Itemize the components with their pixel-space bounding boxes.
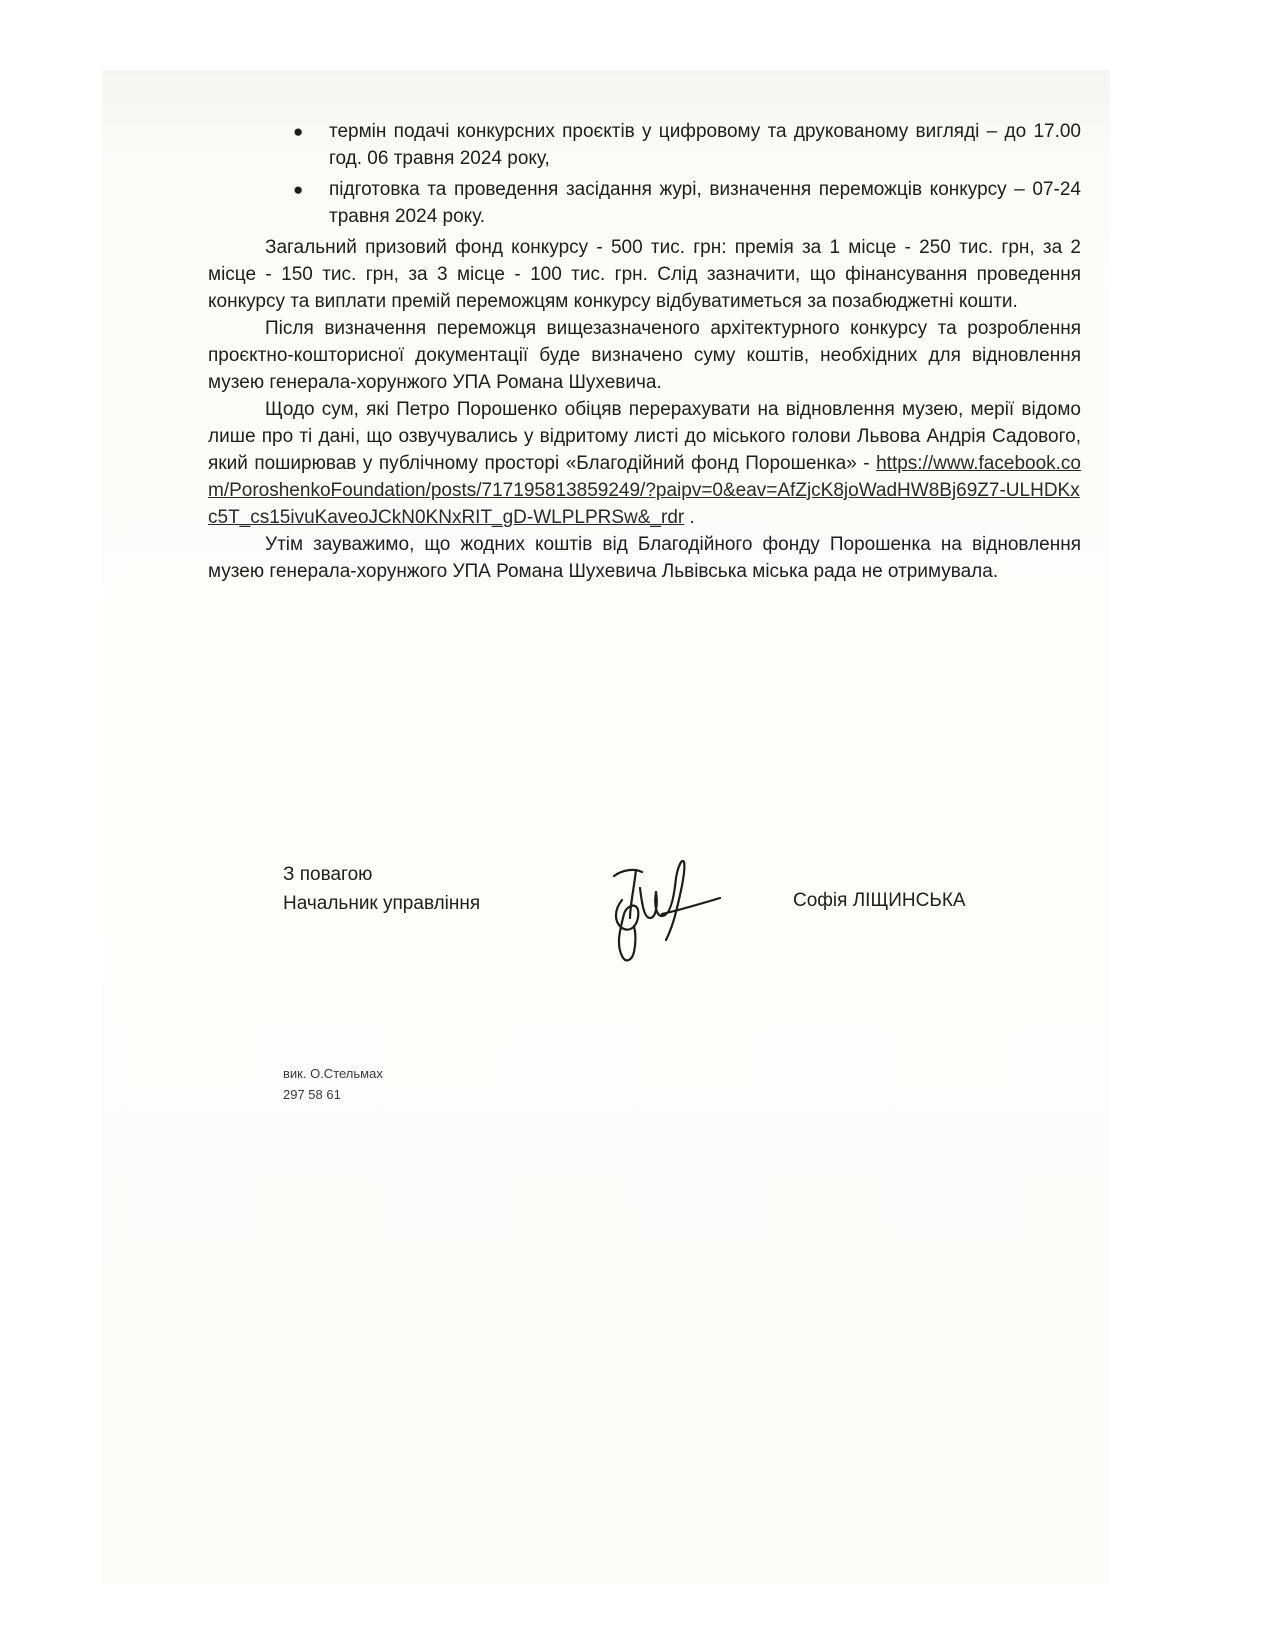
list-item — [200, 176, 1081, 230]
document-body — [208, 118, 1081, 585]
deadline-list — [208, 118, 1081, 230]
prize-fund-paragraph: Загальний призовий фонд конкурсу - 500 тис. грн: премія за 1 місце - 250 тис. грн, за 2 місце - 150 тис. грн, за 3 місце - 100 тис. грн. Слід зазначити, що фінансування проведення конкурсу та виплати премій переможцям конкурсу відбуватиметься за позабюджетні кошти. — [208, 237, 1081, 312]
after-winner-paragraph: Після визначення переможця вищезазначеного архітектурного конкурсу та розроблення проєктно-кошторисної документації буде визначено суму коштів, необхідних для відновлення музею генерала-хорунжого УПА Романа Шухевича. — [208, 318, 1081, 393]
list-item-text: підготовка та проведення засідання журі, визначення переможців конкурсу – 07-24 травня 2024 року. — [329, 179, 1081, 227]
executor-info — [283, 1063, 383, 1105]
handwritten-signature-icon — [600, 848, 730, 978]
sums-paragraph — [208, 396, 1081, 531]
bullet-icon: ● — [293, 180, 304, 199]
bullet-icon: ● — [293, 122, 304, 141]
signer-position: Начальник управління — [283, 893, 481, 914]
sums-text: Щодо сум, які Петро Порошенко обіцяв перерахувати на відновлення музею, мерії відомо лише про ті дані, що озвучувались у відритому листі до міського голови Львова Андрія Садового, який поширював у публічному просторі «Благодійний фонд Порошенка» - — [208, 399, 1081, 474]
list-item-text: термін подачі конкурсних проєктів у цифровому та друкованому вигляді – до 17.00 год. 06 травня 2024 року, — [329, 121, 1081, 169]
signature-block — [283, 860, 480, 918]
executor-phone: 297 58 61 — [283, 1087, 341, 1102]
executor-name: вик. О.Стельмах — [283, 1066, 383, 1081]
signer-name: Софія ЛІЩИНСЬКА — [793, 890, 966, 911]
sums-end: . — [684, 507, 695, 528]
closing-text: З повагою — [283, 864, 373, 885]
no-funds-paragraph: Утім зауважимо, що жодних коштів від Благодійного фонду Порошенка на відновлення музею генерала-хорунжого УПА Романа Шухевича Львівська міська рада не отримувала. — [208, 534, 1081, 582]
facebook-link[interactable]: https://www.facebook.com/PoroshenkoFoundation/posts/717195813859249/?paipv=0&eav=AfZjcK8joWadHW8Bj69Z7-ULHDKxc5T_cs15ivuKaveoJCkN0KNxRIT_gD-WLPLPRSw&_rdr — [208, 453, 1081, 528]
list-item — [200, 118, 1081, 172]
